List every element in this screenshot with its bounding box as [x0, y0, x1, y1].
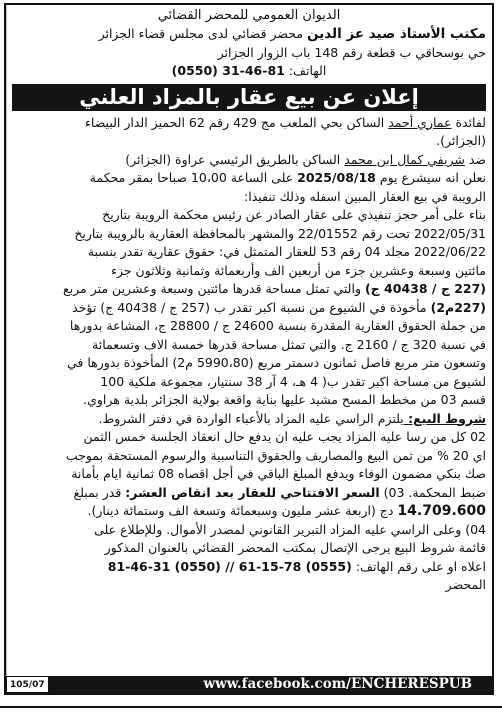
- terms-line: [6, 410, 492, 429]
- text: يلتزم الراسي عليه المزاد بالأعباء الواردة في دفتر الشروط.: [98, 410, 404, 426]
- sale-date-line: [6, 169, 492, 188]
- area-value: (227م2): [430, 299, 486, 315]
- text: على الساعة 10،00 صباحا بمقر محكمة: [89, 170, 298, 185]
- terms-label: شروط البيع:: [403, 410, 486, 426]
- opening-price-line: [6, 484, 492, 503]
- announcement-frame: [4, 3, 494, 695]
- text: الساكن بالطريق الرئيسي عراوة (الجزائر): [125, 151, 345, 167]
- property-line: [6, 243, 492, 262]
- debtor-name: شريفي كمال ابن محمد: [344, 151, 465, 167]
- contact-phones: 81-46-31 (0550) // 61-15-78 (0555): [107, 558, 352, 574]
- office-line: [6, 25, 492, 44]
- text: حقوق عقارية تقدر بنسبة: [87, 244, 220, 259]
- area-line: [6, 299, 492, 318]
- text: مأخوذة في الشيوع من نسبة اكبر تقدر ب (257 ج / 40438 ج) تؤخذ: [72, 299, 431, 315]
- beneficiary-line: [6, 114, 492, 133]
- price-line: [6, 502, 492, 521]
- body-line: قسم 03 من مخطط المسح مشيد عليها بناية واقعة بولاية الجزائر بلدية هراوي.: [83, 392, 486, 407]
- body-line: الرويبة في بيع العقار المبين اسفله وذلك تنفيذا:: [244, 188, 486, 204]
- text: والتي تمثل مساحة قدرها مائتين وسبعة وعشرين متر مربع: [63, 281, 365, 296]
- office-description: محضر قضائي لدى مجلس قضاء الجزائر: [98, 26, 308, 41]
- body-line: بناء على أمر حجز تنفيذي على عقار الصادر عن رئيس محكمة الرويبة بتاريخ: [102, 207, 486, 222]
- phone-prefix: (0550): [171, 63, 223, 78]
- body-line: في نسبة 320 ج / 2160 ج. والتي تمثل مساحة قدرها خمسة الاف وتسعمائة: [92, 336, 486, 352]
- frame-inner-rule: [6, 5, 7, 695]
- text: ضد: [464, 151, 486, 167]
- share-ratio: (227 ج / 40438 ج): [364, 281, 486, 296]
- body-line: مائتين وسبعة وعشرين جزء من أربعين الف وأربعمائة وثمانية وثلاثون جزء: [111, 262, 486, 278]
- body-line: 02 كل من رسا عليه المزاد يجب عليه ان يدفع حال انعقاد الجلسة خمس الثمن: [83, 429, 486, 444]
- office-address: حي بوسحاقي ب قطعة رقم 148 باب الزوار الجزائر: [217, 44, 486, 60]
- ad-code: 105/07: [6, 676, 49, 693]
- body-line: صك بنكي مضمون الوفاء ويدفع المبلغ الباقي في أجل اقصاه 08 ثمانية ايام بأمانة: [71, 466, 486, 481]
- body-line: 2022/05/31 تحت رقم 22/01552 والمشهر بالمحافظة العقارية بالرويبة بتاريخ: [74, 225, 486, 241]
- text: ضبط المحكمة. 03): [379, 484, 486, 500]
- phone-number: 81-46-31: [222, 63, 285, 78]
- signature-line: المحضر: [445, 577, 486, 592]
- body-line: من جملة الحقوق العقارية المقدرة بنسبة 24600 ج / 28800 ج، المشاعة بدورها: [69, 318, 486, 333]
- text: نعلن انه سيشرع يوم: [375, 170, 486, 185]
- agency-title: الديوان العمومي للمحضر القضائي: [157, 8, 341, 23]
- body-line: لشيوع من مساحة اكبر تقدر ب( 4 هـ، 4 آر 38 سنتيار، مجموعة ملكية 100: [100, 373, 486, 389]
- office-name: مكتب الأستاذ صيد عز الدين: [307, 26, 486, 42]
- opening-price-label: السعر الافتتاحي للعقار بعد انقاص العشر:: [125, 484, 380, 500]
- facebook-link[interactable]: www.facebook.com/ENCHERESPUB: [203, 676, 472, 692]
- text: اعلاه او على رقم الهاتف:: [351, 558, 486, 574]
- contact-line: [6, 558, 492, 577]
- phone-label: الهاتف:: [284, 63, 327, 78]
- footer-bar: [6, 676, 492, 693]
- beneficiary-name: عماري أحمد: [388, 114, 452, 130]
- body-line: اي 20 % من ثمن البيع والمصاريف والحقوق التناسبية والرسوم المستحقة بموجب: [65, 447, 486, 463]
- text: قدر بمبلغ: [73, 484, 126, 500]
- text: دج (اربعة عشر مليون وسبعمائة وتسعة الف وستمائة دينار).: [87, 503, 398, 518]
- body-line: (الجزائر).: [436, 133, 486, 148]
- share-line: [6, 280, 492, 299]
- office-phone: [6, 62, 492, 81]
- body-line: قائمة شروط البيع يرجى الإتصال بمكتب المحضر القضائي بالعنوان المذكور: [104, 540, 486, 555]
- body-line: 04) وعلى الراسي عليه المزاد التبرير القانوني لمصدر الأموال. وللإطلاع على: [94, 521, 486, 537]
- bottom-rule: [0, 706, 502, 708]
- text: 2022/06/22 مجلد 04 رقم 53 للعقار المتمثل في:: [219, 244, 486, 259]
- text: الساكن بحي الملعب مج 429 رقم 62 الحميز الدار البيضاء: [85, 114, 389, 130]
- opening-price: 14.709.600: [397, 503, 486, 519]
- sale-date: 2025/08/18: [297, 170, 376, 185]
- text: لفائدة: [451, 114, 486, 130]
- debtor-line: [6, 151, 492, 170]
- headline-banner: إعلان عن بيع عقار بالمزاد العلني: [12, 84, 486, 111]
- body-line: وتسعون متر مربع فاصل ثمانون دسمتر مربع (5990،80 م2) المأخوذة بدورها في: [66, 355, 486, 370]
